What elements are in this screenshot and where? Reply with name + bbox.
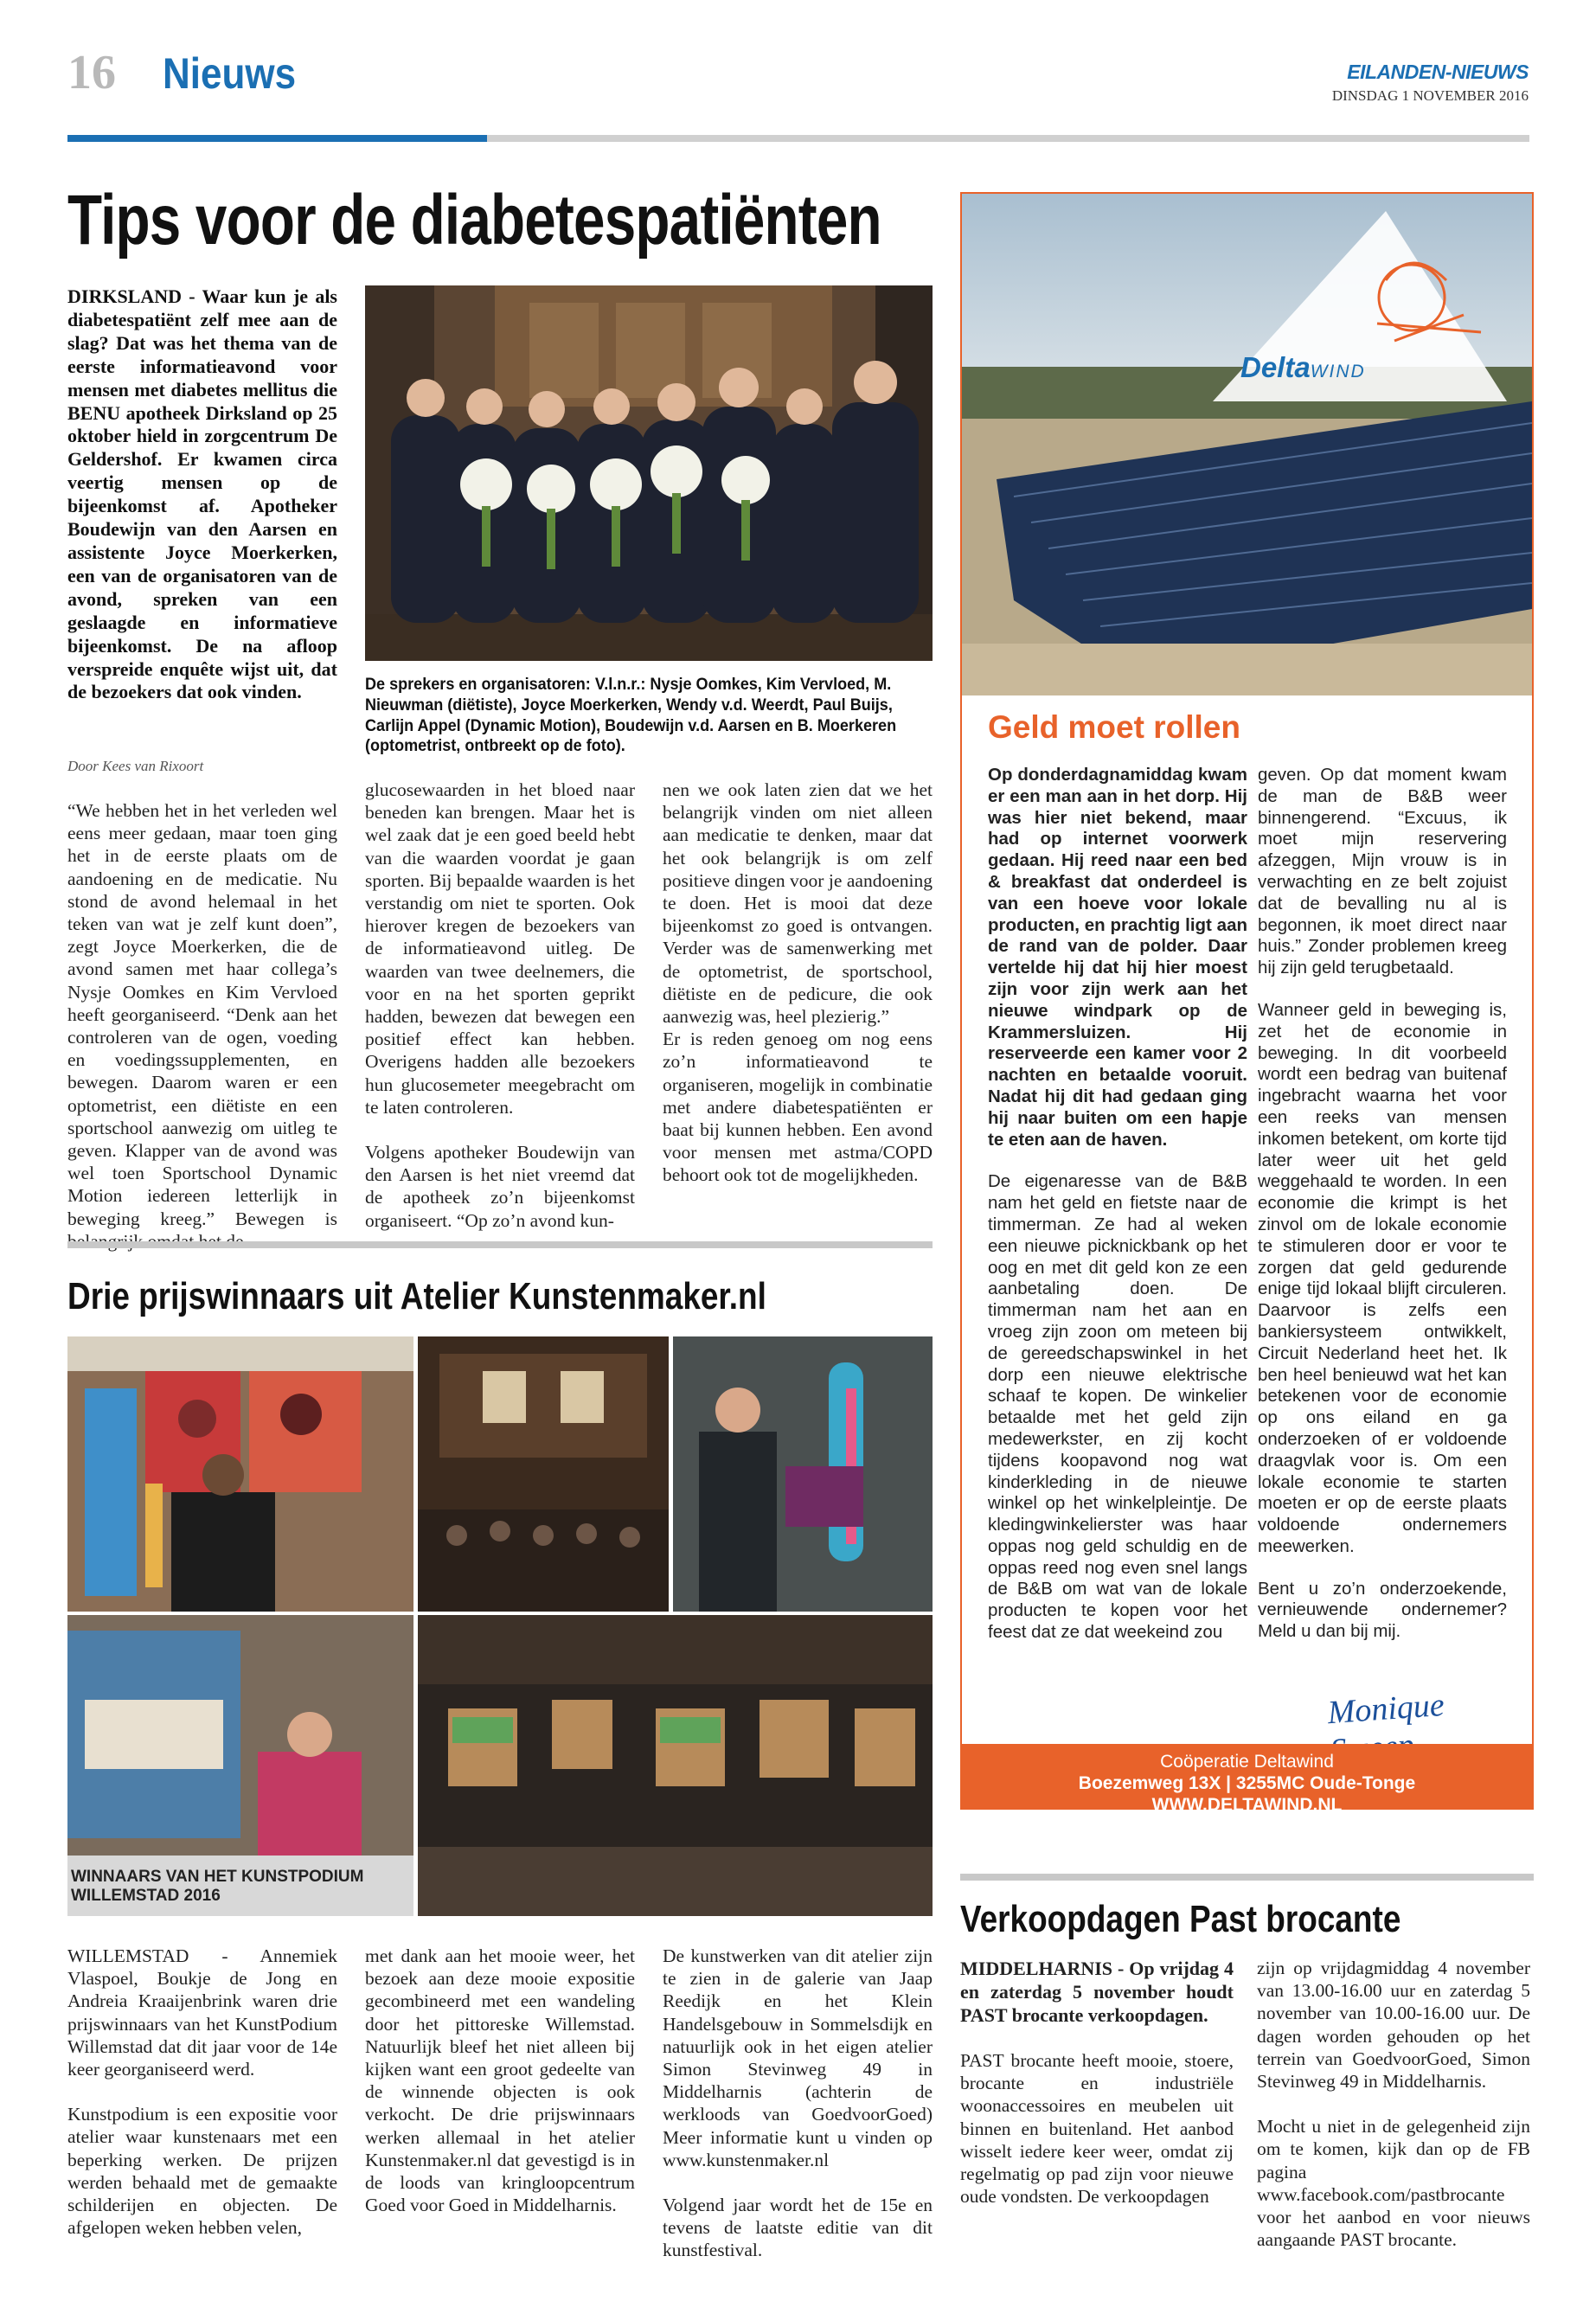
diabetes-group-photo xyxy=(365,285,933,661)
article2-col3-para2: Volgend jaar wordt het de 15e en tevens de laatste editie van dit kunstfestival. xyxy=(663,2195,933,2261)
article1-col3-para1: nen we ook laten zien dat we het belangrijk vinden om niet alleen aan medicatie te denken, maar dat het ook belangrijk is om zelf positieve dingen voor je aandoening te doen. Het is mooi dat deze bijeenkomst zo goed is ontvangen. Verder was de samenwerking met de optometrist, de sportschool, diëtiste en de pedicure, die ook aanwezig was, heel plezierig.” xyxy=(663,779,933,1028)
deltawind-logo xyxy=(1240,351,1366,384)
article1-photo-caption: De sprekers en organisatoren: V.l.n.r.: Nysje Oomkes, Kim Vervloed, M. Nieuwman (diëtiste), Joyce Moerkerken, Wendy v.d. Weerdt, Paul Buijs, Carlijn Appel (Dynamic Motion), Boudewijn v.d. Aarsen en B. Moerkeren (optometrist, ontbreekt op de foto). xyxy=(365,676,897,756)
art-photo-caption xyxy=(67,1864,413,1909)
article2-title: Drie prijswinnaars uit Atelier Kunstenmaker.nl xyxy=(67,1275,766,1317)
page-number: 16 xyxy=(67,46,116,99)
issue-date: DINSDAG 1 NOVEMBER 2016 xyxy=(1331,87,1529,104)
article3-lead: MIDDELHARNIS - Op vrijdag 4 en zaterdag 5 november houdt PAST brocante verkoopdagen. xyxy=(960,1958,1234,2026)
section-title: Nieuws xyxy=(163,49,297,98)
article1-col3 xyxy=(663,779,933,1187)
paper-logo: EILANDEN-NIEUWS xyxy=(1347,61,1529,83)
ad-lead: Op donderdagnamiddag kwam er een man aan in het dorp. Hij was hier niet bekend, maar had op internet voorwerk gedaan. Hij reed naar een bed & breakfast dat onderdeel is van een hoeve voor lokale producten, en prachtig ligt aan de rand van de polder. Daar vertelde hij dat hij hier moest zijn voor zijn werk aan het nieuwe windpark op de Krammersluizen. Hij reserveerde een kamer voor 2 nachten en betaalde vooruit. Nadat hij dit had gedaan ging hij naar buiten om een hapje te eten aan de haven. xyxy=(988,765,1247,1150)
article3-top-rule xyxy=(960,1874,1534,1881)
article2-col3 xyxy=(663,1945,933,2262)
ad-para2: De eigenaresse van de B&B nam het geld en fietste naar de timmerman. Ze had al weken een nieuwe picknickbank op het oog en met dit geld kon ze een aanbetaling doen. De timmerman nam het aan en vroeg zijn zoon om meteen bij de gereedschapswinkel in het dorp een nieuwe elektrische schaaf te kopen. De winkelier betaalde met het geld zijn medewerkster, en zij kocht tijdens koopavond nog wat kinderkleding in de nieuwe winkel op het winkelpleintje. De kledingwinkelierster was haar oppas nog geld schuldig en de oppas reed nog even snel langs de B&B om wat van de lokale producten te kopen voor het feest dat ze dat weekeind zou xyxy=(988,1171,1247,1643)
article1-col1: “We hebben het in het verleden wel eens meer gedaan, maar toen ging het in de eerste plaats om de aandoening en de medicatie. Nu stond de avond helemaal in het teken van wat je zelf kunt doen”, zegt Joyce Moerkerken, die de avond samen met haar collega’s Nysje Oomkes en Kim Vervloed heeft georganiseerd. “Denk aan het controleren van de ogen, voeding en voedingssupplementen, en bewegen. Daarom waren er een optometrist, een diëtiste en een sportschool aanwezig om uitleg te geven. Klapper van de avond was wel toen Sportschool Dynamic Motion iedereen letterlijk in beweging kreeg.” Bewegen is xyxy=(67,800,337,1229)
article2-top-rule xyxy=(67,1241,933,1248)
deltawind-ad xyxy=(960,192,1534,1815)
ad-title: Geld moet rollen xyxy=(988,709,1240,745)
art-photo-collage-art xyxy=(67,1336,933,1916)
ad-footer-org: Coöperatie Deltawind xyxy=(1160,1752,1334,1772)
header-rule-accent xyxy=(67,135,487,142)
article1-byline: Door Kees van Rixoort xyxy=(67,758,204,774)
ad-col1 xyxy=(988,765,1247,1644)
ad-footer-address: Boezemweg 13X | 3255MC Oude-Tonge xyxy=(1078,1773,1416,1793)
diabetes-group-photo-art xyxy=(365,285,933,661)
article2-col3-para1: De kunstwerken van dit atelier zijn te zien in de galerie van Jaap Reedijk en het Klein Handelsgebouw in Sommelsdijk en natuurlijk ook in het eigen atelier Simon Stevinweg 49 in Middelharnis (achterin de werkloods van GoedvoorGoed) Meer informatie kunt u vinden op www.kunstenmaker.nl xyxy=(663,1945,933,2170)
ad-signature: Monique xyxy=(1326,1686,1445,1732)
article3-para1: PAST brocante heeft mooie, stoere, brocante en industriële woonaccessoires en meubelen uit binnen en buitenland. Het aanbod wisselt iedere keer weer, omdat zij regelmatig op pad zijn voor nieuwe oude vondsten. De verkoopdagen xyxy=(960,2050,1234,2208)
art-photo-caption-line2: WILLEMSTAD 2016 xyxy=(71,1887,221,1905)
ad-para4: Wanneer geld in beweging is, zet het de economie in beweging. In dit voorbeeld wordt een bedrag van buitenaf ingebracht waarna het voor een reeks van mensen inkomen betekent, om korte tijd later weer uit het geld weggehaald te worden. In een economie die krimpt is het zinvol om de lokale economie te stimuleren door er voor te zorgen dat geld gedurende enige tijd lokaal blijft circuleren. Daarvoor is zelfs een bankiersysteem ontwikkelt, Circuit Nederland heet het. Ik ben heel benieuwd wat het kan betekenen voor de economie op ons eiland en ga onderzoeken of er voldoende draagvlak voor is. Om een lokale economie te starten moeten er op de eerste plaats voldoende ondernemers meewerken. xyxy=(1258,999,1507,1556)
ad-footer xyxy=(962,1744,1532,1815)
ad-para3: geven. Op dat moment kwam de man de B&B weer binnengerend. “Excuus, ik moet mijn reservering afzeggen, Mijn vrouw is in verwachting en ze belt zojuist dat de bevalling nu al is begonnen, ik moet direct naar huis.” Zonder problemen kreeg hij zijn geld terugbetaald. xyxy=(1258,765,1507,978)
article1-col2-para1: glucosewaarden in het bloed naar beneden kan brengen. Maar het is wel zaak dat je een goed beeld hebt van die waarden voordat je gaan sporten. Bij bepaalde waarden is het verstandig om niet te sporten. Ook hierover kregen de bezoekers van de informatieavond uitleg. De waarden van twee deelnemers, die voor en na het sporten geprikt hadden, bewezen dat bewegen een positief effect kan hebben. Overigens hadden alle bezoekers hun glucosemeter meegebracht om te laten controleren. xyxy=(365,779,635,1118)
article3-para3: Mocht u niet in de gelegenheid zijn om te komen, kijk dan op de FB pagina www.facebook.com/pastbrocante voor het aanbod en voor nieuws aangaande PAST brocante. xyxy=(1257,2116,1530,2251)
solar-park-photo xyxy=(962,194,1532,695)
article1-col3-para2: Er is reden genoeg om nog eens zo’n informatieavond te organiseren, mogelijk in combinatie met andere diabetespatiënten er baat bij kunnen hebben. Een avond voor mensen met astma/COPD behoort ook tot de mogelijkheden. xyxy=(663,1029,933,1186)
art-photo-caption-line1: WINNAARS VAN HET KUNSTPODIUM xyxy=(71,1868,364,1886)
ad-para5: Bent u zo’n onderzoekende, vernieuwende ondernemer? Meld u dan bij mij. xyxy=(1258,1578,1507,1642)
article2-col1-para1: WILLEMSTAD - Annemiek Vlaspoel, Boukje de Jong en Andreia Kraaijenbrink waren drie prijswinnaars van het KunstPodium Willemstad dat dit jaar voor de 14e keer georganiseerd werd. xyxy=(67,1945,337,2080)
article1-title: Tips voor de diabetespatiënten xyxy=(67,181,881,260)
ad-footer-url: WWW.DELTAWIND.NL xyxy=(1151,1795,1343,1815)
article2-col1 xyxy=(67,1945,337,2239)
article3-col1 xyxy=(960,1957,1234,2208)
article3-para2: zijn op vrijdagmiddag 4 november van 13.00-16.00 uur en zaterdag 5 november van 10.00-16.00 uur. De dagen worden gehouden op het terrein van GoedvoorGoed, Simon Stevinweg 49 in Middelharnis. xyxy=(1257,1958,1530,2093)
deltawind-logo-delta: Delta xyxy=(1240,351,1311,383)
article3-title: Verkoopdagen Past brocante xyxy=(960,1898,1401,1940)
art-photo-collage xyxy=(67,1336,933,1916)
article1-lead: DIRKSLAND - Waar kun je als diabetespatiënt zelf mee aan de slag? Dat was het thema van de eerste informatieavond voor mensen met diabetes mellitus die BENU apotheek Dirksland op 25 oktober hield in zorgcentrum De Geldershof. Er kwamen circa veertig mensen op de bijeenkomst af. Apotheker Boudewijn van den Aarsen en assistente Joyce Moerkerken, een van de organisatoren van de avond, spreken van een geslaagde en informatieve bijeenkomst. De na afloop verspreide enquête wijst uit, dat de bezoekers dat ook vinden. xyxy=(67,285,337,703)
article2-col2: met dank aan het mooie weer, het bezoek aan deze mooie expositie gecombineerd met een wandeling door het pittoreske Willemstad. Natuurlijk bleef het niet alleen bij kijken want een groot gedeelte van de winnende objecten is ook verkocht. De drie prijswinnaars werken allemaal in het atelier Kunstenmaker.nl dat gevestigd is in de loods van kringloopcentrum Goed voor Goed in Middelharnis. xyxy=(365,1945,635,2216)
article3-col2 xyxy=(1257,1957,1530,2251)
ad-col2 xyxy=(1258,765,1507,1643)
deltawind-logo-wind: WIND xyxy=(1310,362,1366,381)
article1-col2-para2: Volgens apotheker Boudewijn van den Aarsen is het niet vreemd dat de apotheek zo’n bijeenkomst organiseert. “Op zo’n avond kun- xyxy=(365,1142,635,1231)
solar-park-photo-art xyxy=(962,194,1532,695)
article2-col1-para2: Kunstpodium is een expositie voor atelier waar kunstenaars met een beperking werken. De prijzen werden behaald met de gemaakte schilderijen en objecten. De afgelopen weken hebben velen, xyxy=(67,2104,337,2239)
article1-col2 xyxy=(365,779,635,1232)
